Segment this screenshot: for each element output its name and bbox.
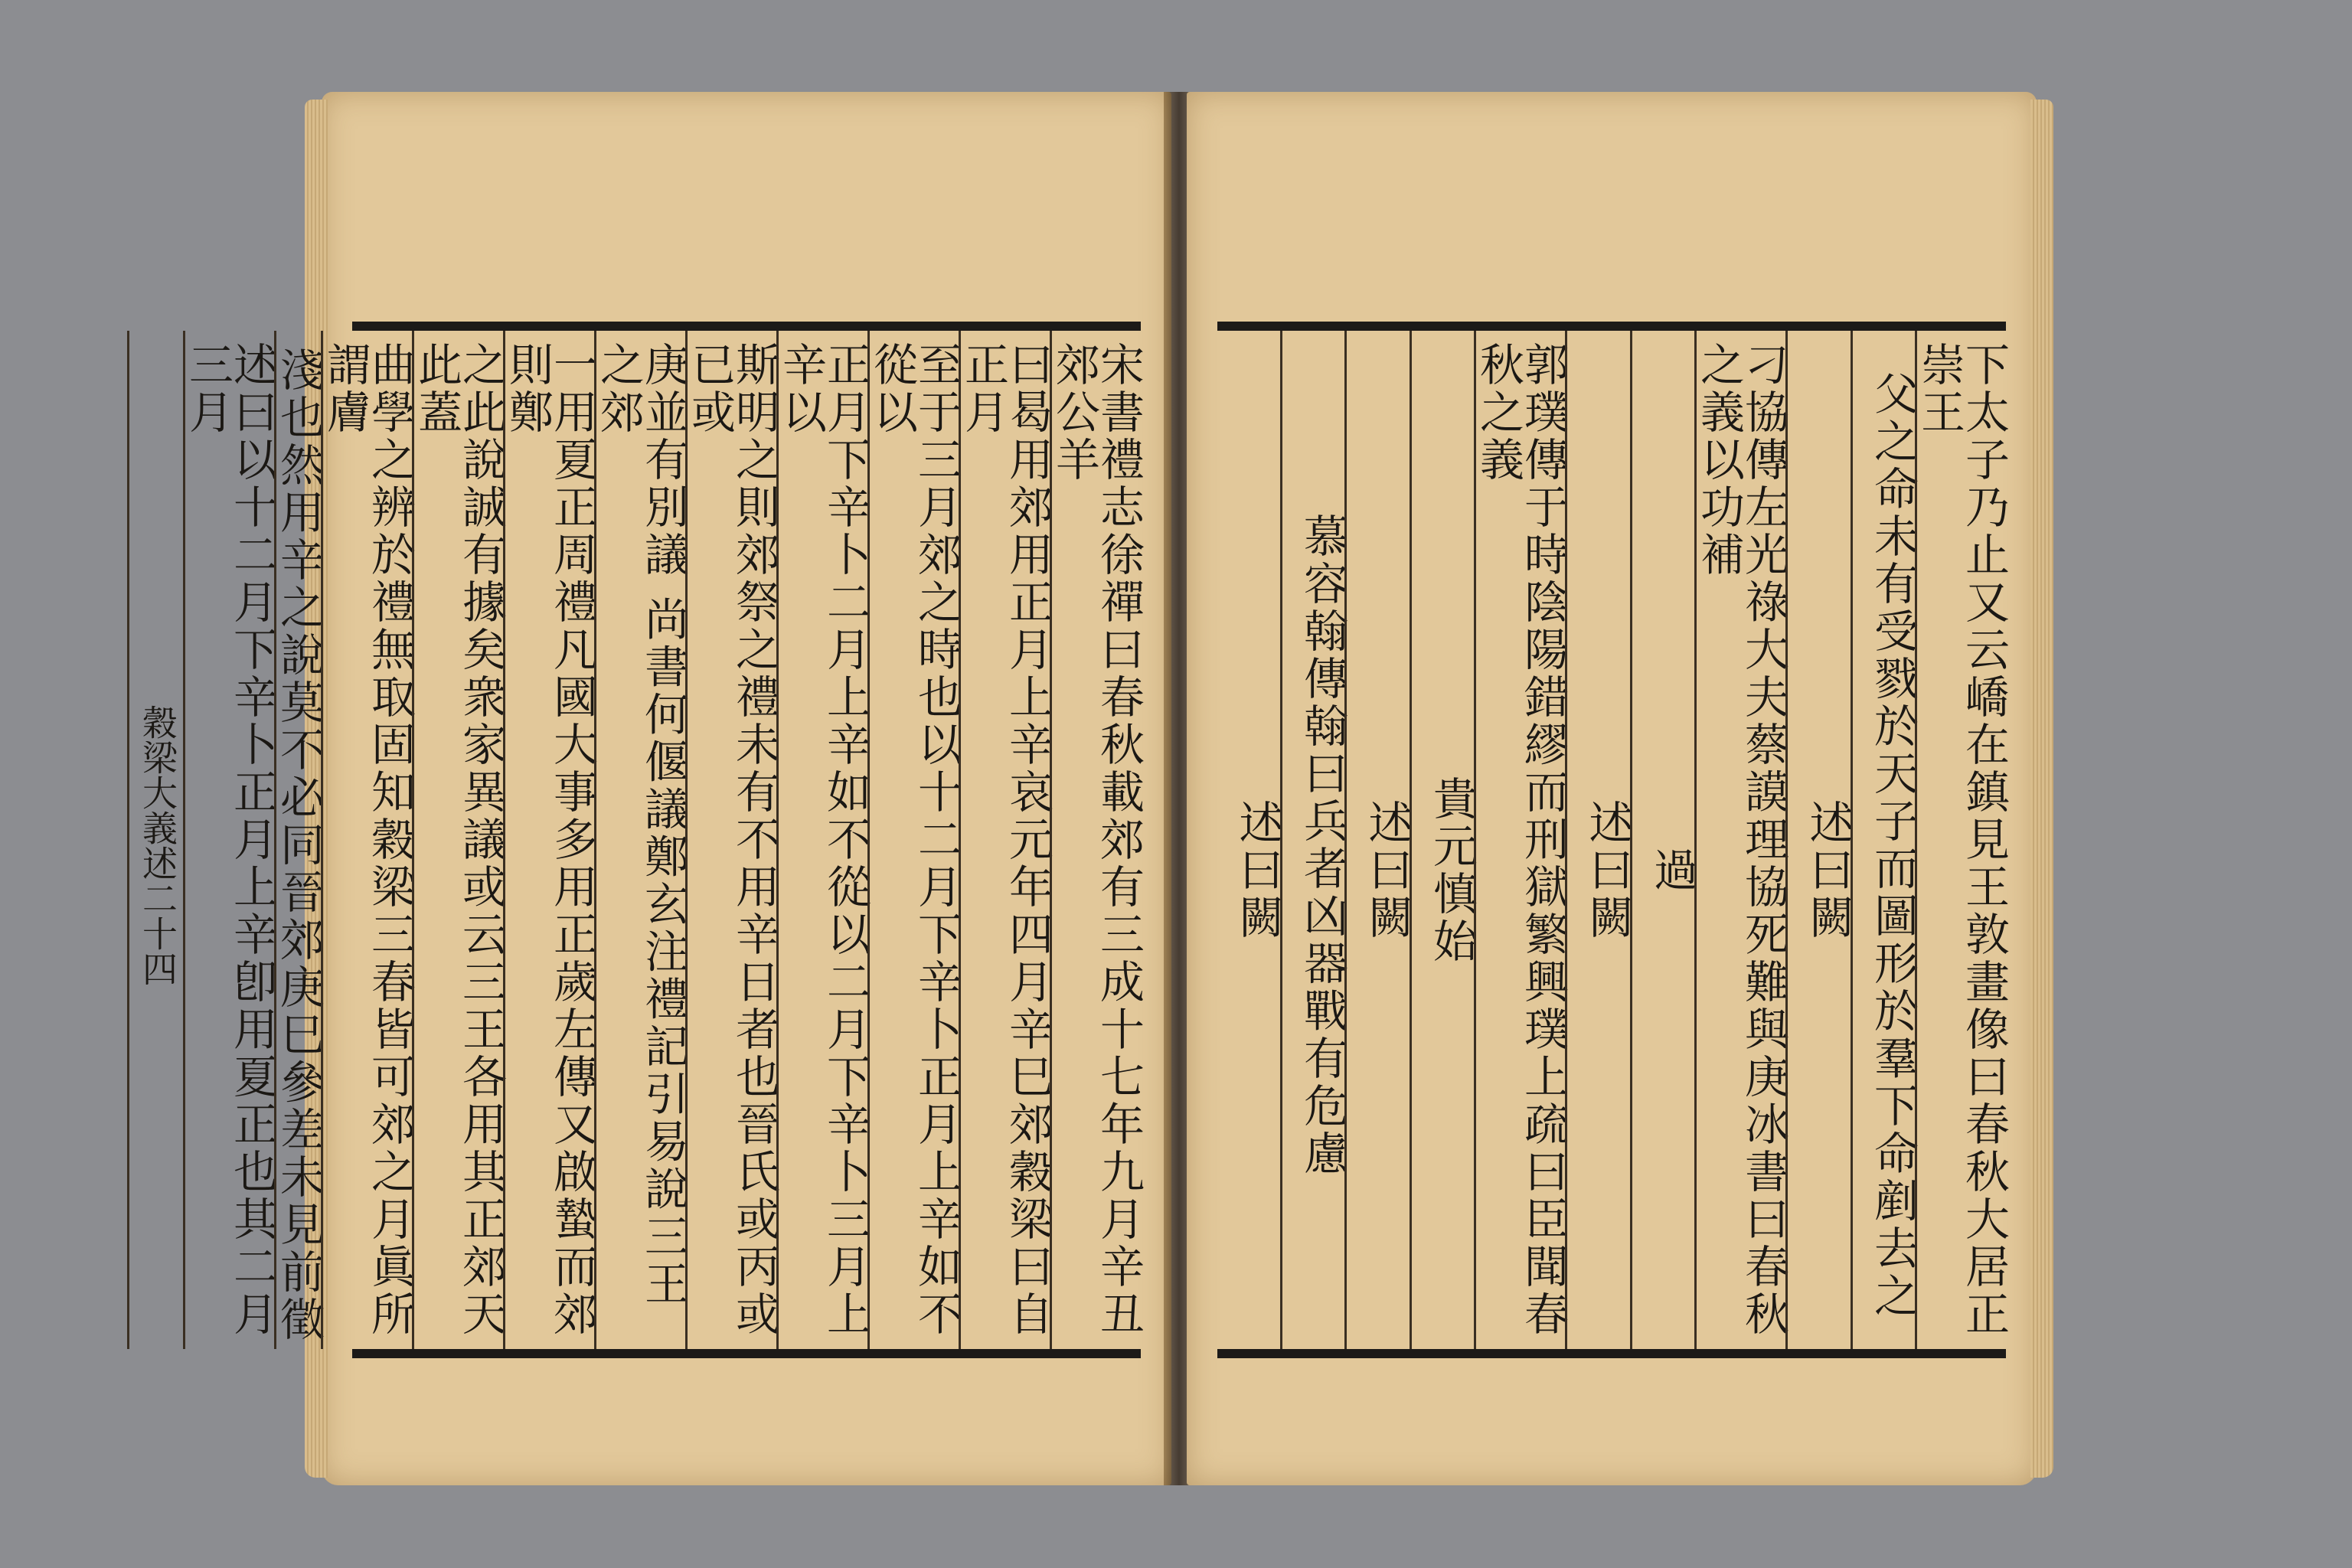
right-col-8: 貴元慎始 — [1410, 331, 1475, 1349]
left-col-3: 至于三月郊之時也以十二月下辛卜正月上辛如不從以 — [867, 331, 959, 1349]
left-col-5: 斯明之則郊祭之禮未有不用辛日者也晉氏或丙或已或 — [685, 331, 776, 1349]
right-col-1: 下太子乃止又云嶠在鎮見王敦畫像曰春秋大居正崇王 — [1915, 331, 2006, 1349]
right-columns — [1217, 331, 2010, 1349]
left-col-8: 之此說誠有據矣衆家異議或云三王各用其正郊天此蓋 — [412, 331, 503, 1349]
right-col-2: 父之命未有受戮於天子而圖形於羣下命剷去之 — [1851, 331, 1916, 1349]
left-page — [137, 92, 1171, 1485]
left-columns — [137, 331, 1145, 1349]
right-col-10: 慕容翰傳翰曰兵者凶器戰有危慮 — [1280, 331, 1345, 1349]
left-col-7: 一用夏正周禮凡國大事多用正歲左傳又啟蟄而郊則鄭 — [503, 331, 594, 1349]
right-col-7: 郭璞傳于時陰陽錯繆而刑獄繁興璞上疏曰臣聞春秋之義 — [1474, 331, 1565, 1349]
left-col-11: 述曰以十二月下辛卜正月上辛卽用夏正也其二月三月 — [183, 331, 274, 1349]
right-col-11: 述曰闕 — [1231, 799, 1284, 942]
right-col-3: 述曰闕 — [1785, 331, 1851, 1349]
right-fore-edge — [2030, 100, 2053, 1478]
open-book — [137, 92, 2037, 1485]
right-text-frame — [1217, 322, 2010, 1358]
left-col-2: 曰曷用郊用正月上辛哀元年四月辛巳郊穀梁曰自正月 — [959, 331, 1050, 1349]
right-col-4: 刁協傳左光祿大夫蔡謨理協死難與庚冰書曰春秋之義以功補 — [1694, 331, 1785, 1349]
left-col-1: 宋書禮志徐禪曰春秋載郊有三成十七年九月辛丑郊公羊 — [1050, 331, 1141, 1349]
left-banxin-title: 穀梁大義述二十四 — [127, 331, 183, 1349]
right-col-9: 述曰闕 — [1344, 331, 1410, 1349]
left-col-10: 淺也然用辛之說莫不必同晉郊庚巳參差未見前徵 — [274, 331, 321, 1349]
left-col-9: 曲學之辨於禮無取固知穀梁三春皆可郊之月眞所謂膚 — [321, 331, 412, 1349]
left-col-6: 庚並有別議 尚書何偃議鄭玄注禮記引易說三王之郊 — [594, 331, 685, 1349]
left-col-4: 正月下辛卜二月上辛如不從以二月下辛卜三月上辛以 — [776, 331, 867, 1349]
right-col-6: 述曰闕 — [1565, 331, 1630, 1349]
right-col-5: 過 — [1630, 331, 1695, 1349]
left-text-frame — [137, 322, 1145, 1358]
right-page — [1187, 92, 2037, 1485]
